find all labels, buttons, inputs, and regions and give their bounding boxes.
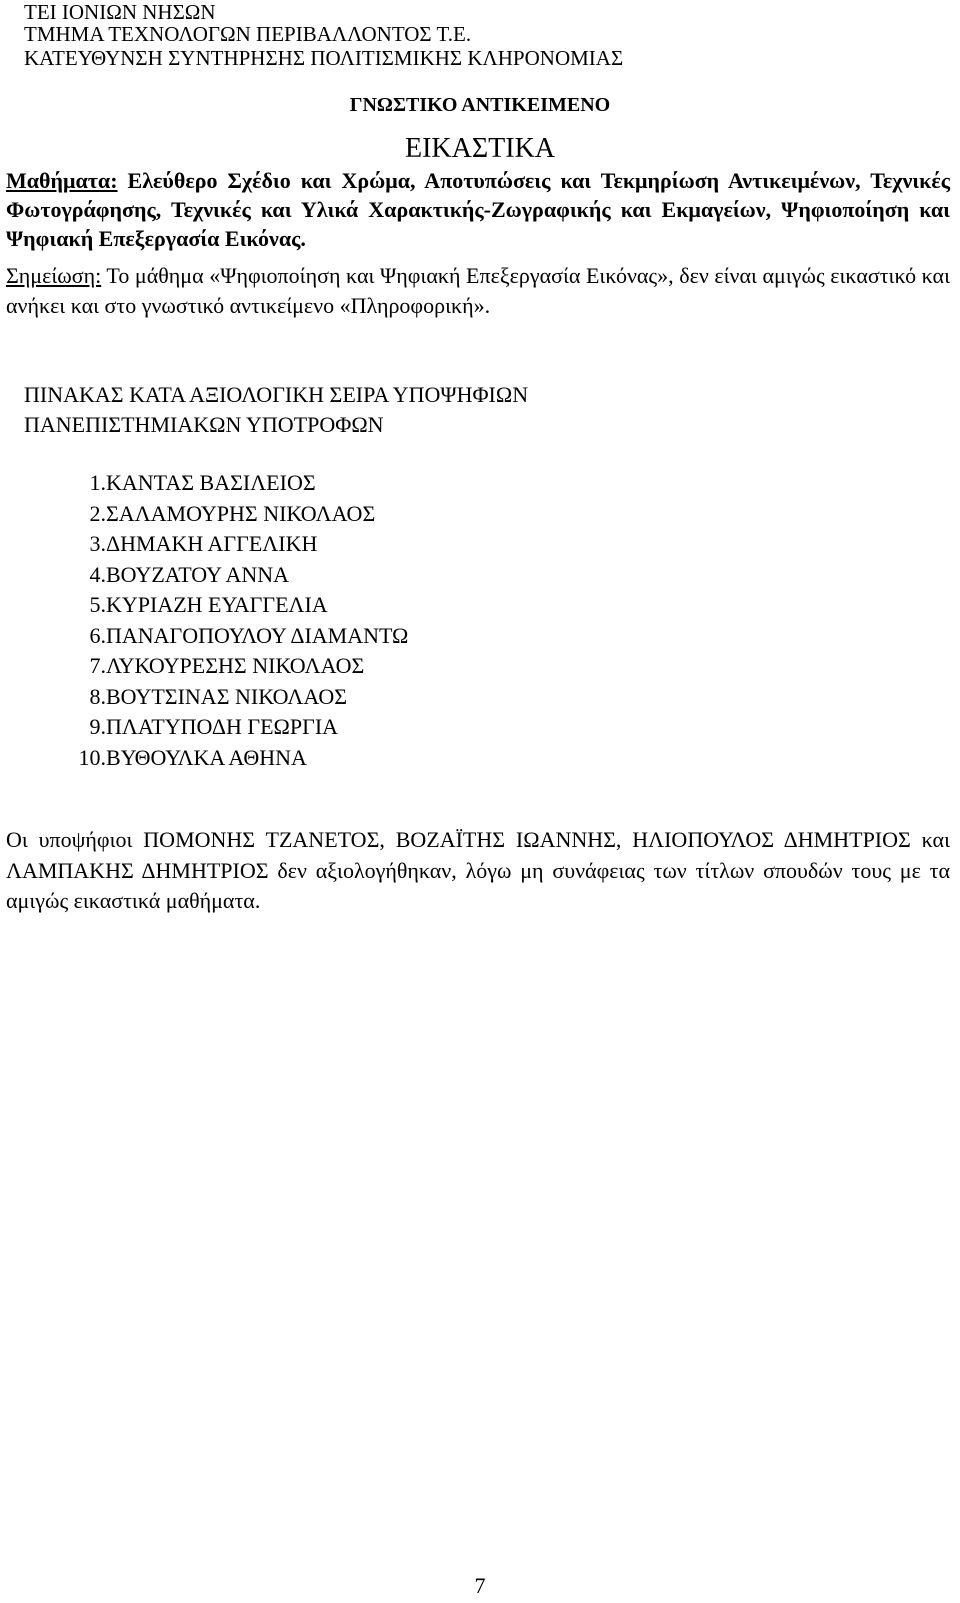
courses-label: Μαθήματα:	[6, 168, 118, 193]
candidate-name: ΒΥΘΟΥΛΚΑ ΑΘΗΝΑ	[106, 744, 307, 770]
list-item	[24, 743, 408, 774]
list-item	[24, 590, 408, 621]
list-item	[24, 712, 408, 743]
rank-number: 8.	[89, 683, 106, 709]
specialization-name: ΚΑΤΕΥΘΥΝΣΗ ΣΥΝΤΗΡΗΣΗΣ ΠΟΛΙΤΙΣΜΙΚΗΣ ΚΛΗΡΟΝΟΜΙΑΣ	[24, 46, 624, 70]
ranking-list	[24, 468, 408, 773]
list-item	[24, 468, 408, 499]
page-number: 7	[474, 1573, 486, 1598]
courses-text: Ελεύθερο Σχέδιο και Χρώμα, Αποτυπώσεις και Τεκμηρίωση Αντικειμένων, Τεχνικές Φωτογράφησης, Τεχνικές και Υλικά Χαρακτικής-Ζωγραφικής και Εκμαγείων, Ψηφιοποίηση και Ψηφιακή Επεξεργασία Εικόνας.	[6, 168, 950, 251]
candidate-name: ΠΑΝΑΓΟΠΟΥΛΟΥ ΔΙΑΜΑΝΤΩ	[106, 622, 409, 648]
list-item	[24, 529, 408, 560]
rank-number: 3.	[89, 531, 106, 556]
candidate-name: ΚΥΡΙΑΖΗ ΕΥΑΓΓΕΛΙΑ	[106, 592, 328, 617]
rank-number: 7.	[89, 653, 106, 678]
candidate-name: ΚΑΝΤΑΣ ΒΑΣΙΛΕΙΟΣ	[106, 470, 316, 495]
institution-name: ΤΕΙ ΙΟΝΙΩΝ ΝΗΣΩΝ	[24, 0, 216, 24]
rank-number: 2.	[89, 500, 106, 526]
department-name: ΤΜΗΜΑ ΤΕΧΝΟΛΟΓΩΝ ΠΕΡΙΒΑΛΛΟΝΤΟΣ Τ.Ε.	[24, 22, 472, 46]
rank-number: 9.	[89, 714, 106, 739]
list-item	[24, 621, 408, 652]
section-heading: ΕΙΚΑΣΤΙΚΑ	[404, 133, 556, 164]
list-item	[24, 560, 408, 591]
list-item	[24, 651, 408, 682]
note-paragraph	[6, 261, 950, 321]
candidate-name: ΔΗΜΑΚΗ ΑΓΓΕΛΙΚΗ	[106, 531, 318, 556]
candidate-name: ΣΑΛΑΜΟΥΡΗΣ ΝΙΚΟΛΑΟΣ	[106, 500, 376, 526]
ranking-title-line-2: ΠΑΝΕΠΙΣΤΗΜΙΑΚΩΝ ΥΠΟΤΡΟΦΩΝ	[24, 412, 384, 437]
subject-area-title: ΓΝΩΣΤΙΚΟ ΑΝΤΙΚΕΙΜΕΝΟ	[349, 94, 611, 116]
excluded-candidates-note: Οι υποψήφιοι ΠΟΜΟΝΗΣ ΤΖΑΝΕΤΟΣ, ΒΟΖΑΪΤΗΣ ΙΩΑΝΝΗΣ, ΗΛΙΟΠΟΥΛΟΣ ΔΗΜΗΤΡΙΟΣ και ΛΑΜΠΑΚΗΣ ΔΗΜΗΤΡΙΟΣ δεν αξιολογήθηκαν, λόγω μη συνάφειας των τίτλων σπουδών τους με τα αμιγώς εικαστικά μαθήματα.	[6, 827, 950, 913]
ranking-table-title	[24, 380, 528, 440]
candidate-name: ΛΥΚΟΥΡΕΣΗΣ ΝΙΚΟΛΑΟΣ	[106, 653, 365, 678]
rank-number: 6.	[89, 622, 106, 648]
note-text: Το μάθημα «Ψηφιοποίηση και Ψηφιακή Επεξεργασία Εικόνας», δεν είναι αμιγώς εικαστικό και ανήκει και στο γνωστικό αντικείμενο «Πληροφορική».	[6, 263, 950, 318]
candidate-name: ΒΟΥΤΣΙΝΑΣ ΝΙΚΟΛΑΟΣ	[106, 683, 348, 709]
list-item	[24, 682, 408, 713]
rank-number: 10.	[78, 744, 106, 770]
ranking-title-line-1: ΠΙΝΑΚΑΣ ΚΑΤΑ ΑΞΙΟΛΟΓΙΚΗ ΣΕΙΡΑ ΥΠΟΨΗΦΙΩΝ	[24, 382, 529, 407]
rank-number: 4.	[89, 561, 106, 587]
rank-number: 1.	[89, 470, 106, 495]
note-label: Σημείωση:	[6, 263, 102, 288]
list-item	[24, 499, 408, 530]
courses-paragraph	[6, 166, 950, 253]
candidate-name: ΠΛΑΤΥΠΟΔΗ ΓΕΩΡΓΙΑ	[106, 714, 339, 739]
candidate-name: ΒΟΥΖΑΤΟΥ ΑΝΝΑ	[106, 561, 290, 587]
rank-number: 5.	[89, 592, 106, 617]
